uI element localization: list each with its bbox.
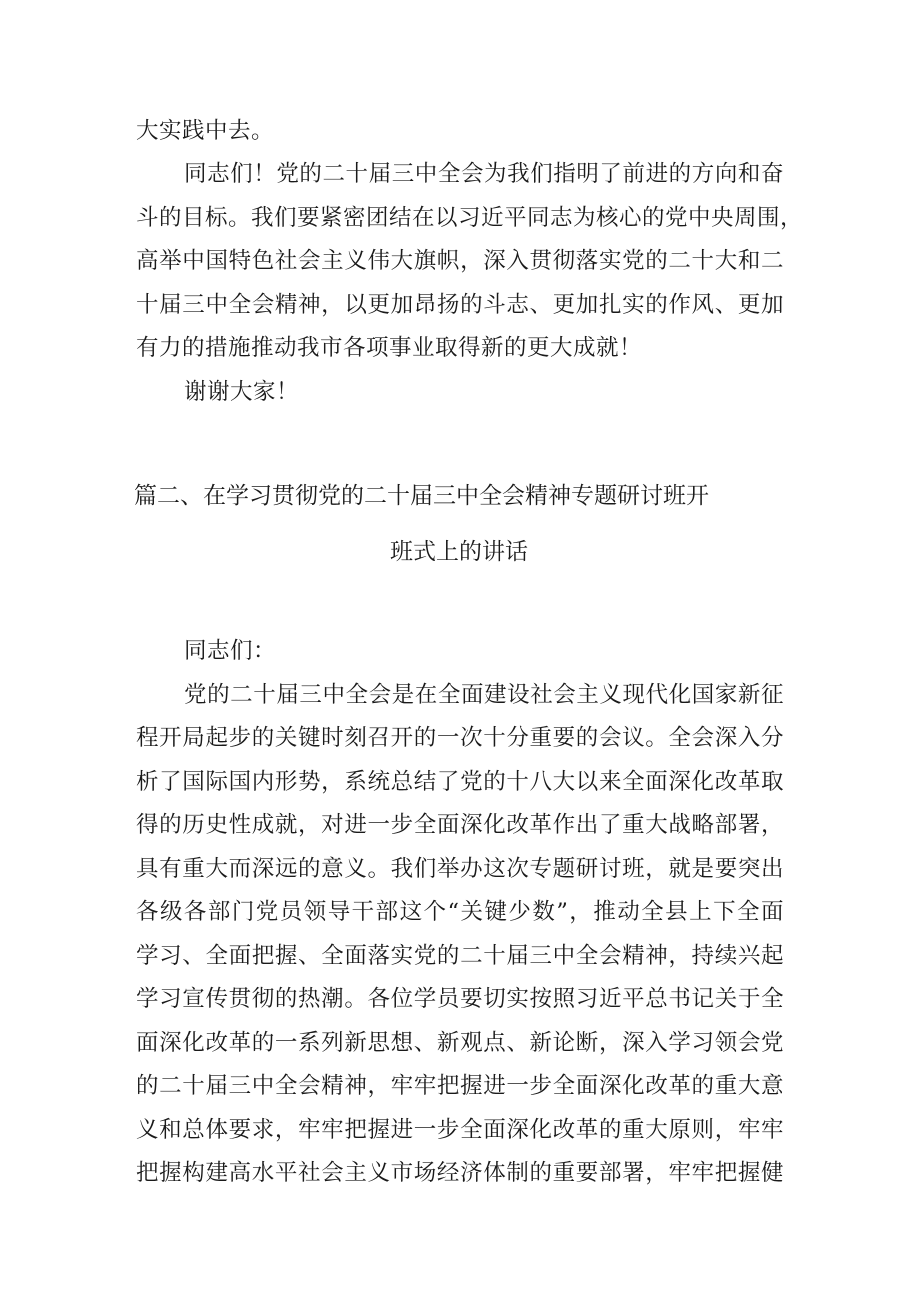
- paragraph-line: 党的二十届三中全会是在全面建设社会主义现代化国家新征: [184, 682, 784, 708]
- paragraph-line: 得的历史性成就，对进一步全面深化改革作出了重大战略部署，: [136, 812, 784, 838]
- paragraph-line: 大实践中去。: [136, 118, 275, 144]
- paragraph-line: 把握构建高水平社会主义市场经济体制的重要部署，牢牢把握健: [136, 1160, 784, 1186]
- paragraph-line: 义和总体要求，牢牢把握进一步全面深化改革的重大原则，牢牢: [136, 1117, 784, 1143]
- paragraph-line: 的二十届三中全会精神，牢牢把握进一步全面深化改革的重大意: [136, 1073, 784, 1099]
- paragraph-line: 各级各部门党员领导干部这个“关键少数”，推动全县上下全面: [136, 899, 784, 925]
- paragraph-line: 同志们！党的二十届三中全会为我们指明了前进的方向和奋: [184, 161, 784, 187]
- paragraph-line: 学习、全面把握、全面落实党的二十届三中全会精神，持续兴起: [136, 943, 784, 969]
- paragraph-line: 斗的目标。我们要紧密团结在以习近平同志为核心的党中央周围，: [136, 205, 804, 231]
- paragraph-line: 具有重大而深远的意义。我们举办这次专题研讨班，就是要突出: [136, 856, 784, 882]
- closing-line: 谢谢大家！: [184, 379, 300, 405]
- paragraph-line: 十届三中全会精神，以更加昂扬的斗志、更加扎实的作风、更加: [136, 292, 784, 318]
- salutation-line: 同志们：: [184, 638, 277, 664]
- paragraph-line: 程开局起步的关键时刻召开的一次十分重要的会议。全会深入分: [136, 725, 784, 751]
- section-heading-line2: 班式上的讲话: [390, 539, 528, 565]
- paragraph-line: 有力的措施推动我市各项事业取得新的更大成就！: [136, 335, 643, 361]
- paragraph-line: 学习宣传贯彻的热潮。各位学员要切实按照习近平总书记关于全: [136, 986, 784, 1012]
- section-heading-line1: 篇二、在学习贯彻党的二十届三中全会精神专题研讨班开: [134, 483, 709, 509]
- paragraph-line: 高举中国特色社会主义伟大旗帜，深入贯彻落实党的二十大和二: [136, 248, 784, 274]
- paragraph-line: 析了国际国内形势，系统总结了党的十八大以来全面深化改革取: [136, 769, 784, 795]
- paragraph-line: 面深化改革的一系列新思想、新观点、新论断，深入学习领会党: [136, 1030, 784, 1056]
